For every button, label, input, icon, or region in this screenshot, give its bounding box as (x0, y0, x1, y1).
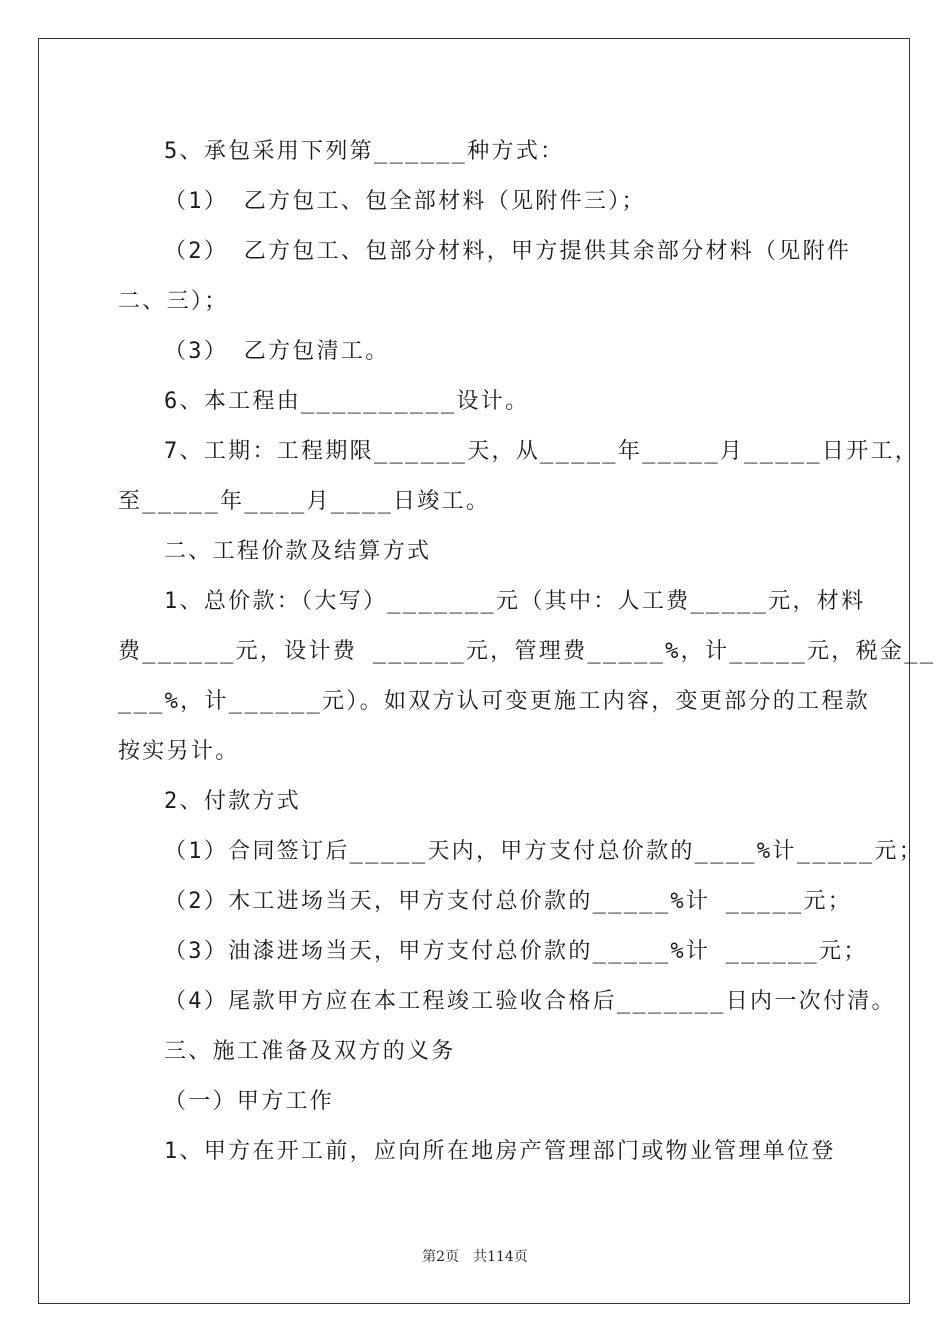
clause-5-option-2-cont: 二、三）； (118, 289, 229, 314)
payment-heading: 2、付款方式 (164, 789, 302, 814)
clause-6: 6、本工程由__________设计。 (164, 389, 530, 414)
party-a-heading: （一）甲方工作 (164, 1089, 335, 1114)
payment-item-4: （4）尾款甲方应在本工程竣工验收合格后_______日内一次付清。 (164, 989, 896, 1014)
section-heading-2: 二、工程价款及结算方式 (164, 539, 432, 564)
clause-7: 7、工期：工程期限______天，从_____年_____月_____日开工， (164, 439, 920, 464)
clause-5-option-2: （2） 乙方包工、包部分材料，甲方提供其余部分材料（见附件 (164, 239, 852, 264)
payment-item-1: （1）合同签订后_____天内，甲方支付总价款的____%计_____元； (164, 839, 924, 864)
clause-5: 5、承包采用下列第______种方式： (164, 139, 565, 164)
page-footer (0, 1246, 950, 1266)
section-heading-3: 三、施工准备及双方的义务 (164, 1039, 456, 1064)
clause-7-cont: 至_____年____月____日竣工。 (118, 489, 491, 514)
clause-5-option-1: （1） 乙方包工、包全部材料（见附件三）； (164, 189, 646, 214)
payment-item-3: （3）油漆进场当天，甲方支付总价款的_____%计 ______元； (164, 939, 868, 964)
party-a-item-1: 1、甲方在开工前，应向所在地房产管理部门或物业管理单位登 (164, 1139, 836, 1164)
clause-5-option-3: （3） 乙方包清工。 (164, 339, 390, 364)
page-total: 共114页 (473, 1249, 528, 1265)
price-clause-1-cont-c: 按实另计。 (118, 739, 240, 764)
payment-item-2: （2）木工进场当天，甲方支付总价款的_____%计 _____元； (164, 889, 853, 914)
price-clause-1-cont-a: 费______元，设计费 ______元，管理费_____%，计_____元，税金__ (118, 639, 936, 664)
price-clause-1-cont-b: ___%，计______元）。如双方认可变更施工内容，变更部分的工程款 (118, 689, 870, 714)
page-number: 第2页 (422, 1249, 460, 1265)
price-clause-1: 1、总价款：（大写）_______元（其中：人工费_____元，材料 (164, 589, 866, 614)
